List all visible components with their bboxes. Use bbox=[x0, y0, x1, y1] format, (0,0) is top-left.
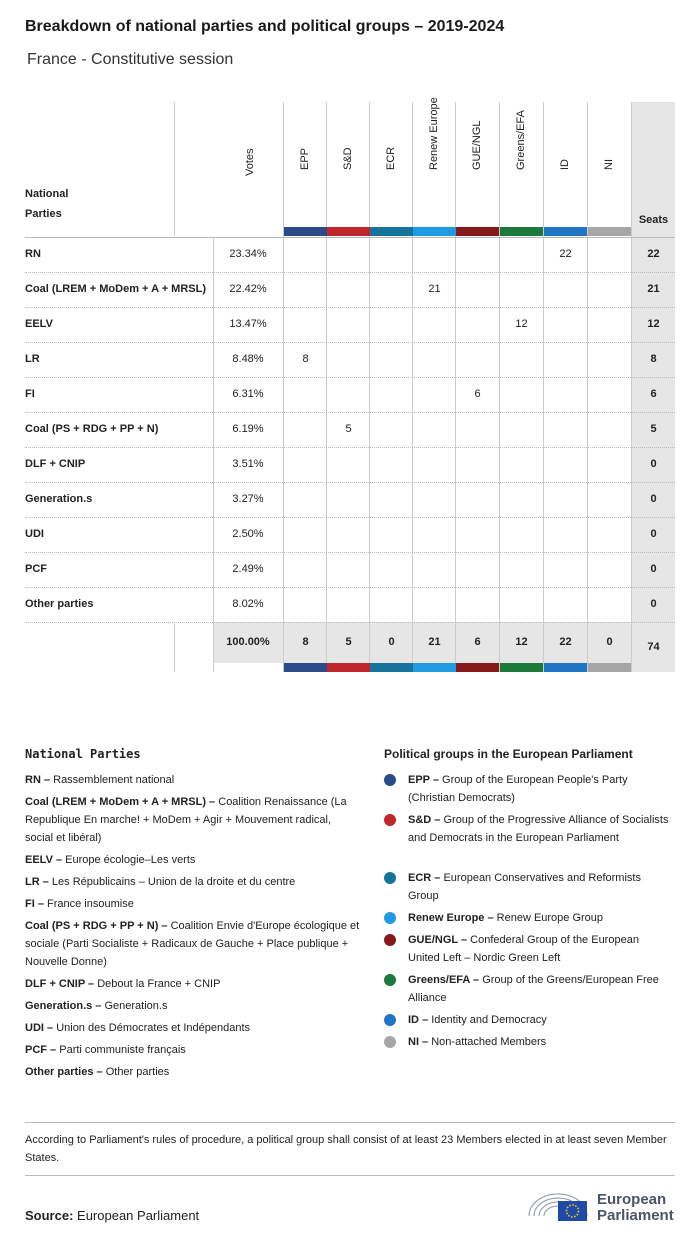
legend-party-name: Rassemblement national bbox=[53, 774, 175, 786]
legend-group-abbr: Renew Europe – bbox=[408, 912, 497, 924]
group-color-bar bbox=[370, 663, 413, 672]
legend-party-item bbox=[25, 771, 360, 789]
grid-line bbox=[25, 552, 675, 553]
legend-party-abbr: UDI – bbox=[25, 1022, 57, 1034]
legend-group-name: Group of the Greens/European Free Alliance bbox=[408, 974, 659, 1004]
party-name: Coal (PS + RDG + PP + N) bbox=[25, 423, 159, 435]
legend-party-name: Other parties bbox=[105, 1066, 170, 1078]
legend-party-item bbox=[25, 895, 360, 913]
grid-line bbox=[25, 447, 675, 448]
legend-party-abbr: EELV – bbox=[25, 854, 66, 866]
total-group-seats: 5 bbox=[345, 636, 352, 648]
header-parties: Parties bbox=[25, 208, 62, 220]
grid-line bbox=[25, 272, 675, 273]
party-name: UDI bbox=[25, 528, 44, 540]
legend-group-name: Non-attached Members bbox=[431, 1036, 547, 1048]
legend-group-abbr: ID – bbox=[408, 1014, 432, 1026]
party-total-seats: 0 bbox=[650, 528, 657, 540]
party-total-seats: 12 bbox=[647, 318, 660, 330]
header-national: National bbox=[25, 188, 69, 200]
legend-party-name: Les Républicains – Union de la droite et du centre bbox=[51, 876, 296, 888]
group-color-dot-icon bbox=[384, 1014, 396, 1026]
legend-group-item bbox=[408, 771, 670, 807]
party-name: PCF bbox=[25, 563, 47, 575]
group-color-bar bbox=[588, 227, 631, 236]
group-color-bar bbox=[544, 663, 587, 672]
party-votes: 3.51% bbox=[232, 458, 264, 470]
source-line bbox=[25, 1208, 199, 1223]
party-name: RN bbox=[25, 248, 41, 260]
total-group-seats: 12 bbox=[515, 636, 528, 648]
page-title: Breakdown of national parties and political groups – 2019-2024 bbox=[25, 18, 505, 35]
group-color-bar bbox=[500, 663, 543, 672]
legend-party-name: Coalition Renaissance (La Republique En marche! + MoDem + Agir + Mouvement radical, social et libéral) bbox=[25, 796, 347, 844]
party-votes: 23.34% bbox=[229, 248, 267, 260]
party-total-seats: 21 bbox=[647, 283, 660, 295]
party-votes: 6.19% bbox=[232, 423, 264, 435]
group-color-dot-icon bbox=[384, 872, 396, 884]
legend-party-abbr: RN – bbox=[25, 774, 54, 786]
legend-group-item bbox=[408, 869, 670, 905]
legend-group-item bbox=[408, 931, 670, 967]
logo-line-1: European bbox=[597, 1191, 667, 1208]
party-group-seats: 5 bbox=[345, 423, 352, 435]
legend-party-item bbox=[25, 975, 360, 993]
group-color-bar bbox=[456, 663, 499, 672]
legend-party-item bbox=[25, 1041, 360, 1059]
grid-line bbox=[25, 342, 675, 343]
legend-group-abbr: Greens/EFA – bbox=[408, 974, 483, 986]
source-value: European Parliament bbox=[77, 1208, 200, 1223]
party-total-seats: 5 bbox=[650, 423, 657, 435]
legend-group-item bbox=[408, 909, 670, 927]
group-color-bar bbox=[544, 227, 587, 236]
legend-party-name: France insoumise bbox=[47, 898, 134, 910]
total-group-seats: 8 bbox=[302, 636, 309, 648]
party-votes: 8.48% bbox=[232, 353, 264, 365]
party-votes: 3.27% bbox=[232, 493, 264, 505]
party-votes: 22.42% bbox=[229, 283, 267, 295]
total-votes: 100.00% bbox=[226, 636, 270, 648]
party-total-seats: 8 bbox=[650, 353, 657, 365]
group-color-bar bbox=[413, 227, 456, 236]
legend-group-item bbox=[408, 971, 670, 1007]
grid-line bbox=[25, 377, 675, 378]
party-votes: 2.50% bbox=[232, 528, 264, 540]
total-group-seats: 0 bbox=[388, 636, 395, 648]
party-total-seats: 0 bbox=[650, 458, 657, 470]
party-name: Generation.s bbox=[25, 493, 93, 505]
party-group-seats: 22 bbox=[559, 248, 572, 260]
legend-group-name: Identity and Democracy bbox=[431, 1014, 547, 1026]
legend-party-name: Union des Démocrates et Indépendants bbox=[56, 1022, 251, 1034]
legend-group-abbr: NI – bbox=[408, 1036, 432, 1048]
legend-party-abbr: Coal (PS + RDG + PP + N) – bbox=[25, 920, 171, 932]
party-total-seats: 6 bbox=[650, 388, 657, 400]
legend-group-item bbox=[408, 1011, 670, 1029]
party-group-seats: 12 bbox=[515, 318, 528, 330]
party-total-seats: 0 bbox=[650, 598, 657, 610]
group-color-bar bbox=[456, 227, 499, 236]
legend-group-abbr: GUE/NGL – bbox=[408, 934, 471, 946]
parliament-logo-icon bbox=[525, 1186, 591, 1222]
legend-group-name: Group of the European People's Party (Christian Democrats) bbox=[408, 774, 628, 804]
legend-party-item bbox=[25, 917, 360, 971]
legend-party-abbr: Other parties – bbox=[25, 1066, 106, 1078]
legend-group-item bbox=[408, 811, 670, 847]
grid-line bbox=[25, 237, 675, 238]
header-votes: Votes bbox=[244, 148, 256, 176]
group-color-bar bbox=[284, 227, 327, 236]
party-name: FI bbox=[25, 388, 35, 400]
party-group-seats: 6 bbox=[474, 388, 481, 400]
legend-group-name: Confederal Group of the European United Left – Nordic Green Left bbox=[408, 934, 639, 964]
party-name: LR bbox=[25, 353, 40, 365]
legend-party-item bbox=[25, 793, 360, 847]
legend-party-abbr: DLF + CNIP – bbox=[25, 978, 98, 990]
header-group-4: GUE/NGL bbox=[470, 120, 483, 170]
group-color-dot-icon bbox=[384, 912, 396, 924]
legend-party-name: Debout la France + CNIP bbox=[97, 978, 221, 990]
legend-party-abbr: Generation.s – bbox=[25, 1000, 105, 1012]
party-name: Coal (LREM + MoDem + A + MRSL) bbox=[25, 283, 207, 295]
header-group-2: ECR bbox=[384, 146, 397, 170]
header-group-0: EPP bbox=[298, 147, 311, 170]
legend-party-name: Europe écologie–Les verts bbox=[65, 854, 196, 866]
party-votes: 6.31% bbox=[232, 388, 264, 400]
party-group-seats: 21 bbox=[428, 283, 441, 295]
group-color-bar bbox=[413, 663, 456, 672]
party-name: Other parties bbox=[25, 598, 94, 610]
party-name: EELV bbox=[25, 318, 53, 330]
party-votes: 13.47% bbox=[229, 318, 267, 330]
group-color-dot-icon bbox=[384, 774, 396, 786]
divider bbox=[25, 1122, 675, 1123]
legend-party-item bbox=[25, 1019, 360, 1037]
legend-group-abbr: S&D – bbox=[408, 814, 444, 826]
party-name: DLF + CNIP bbox=[25, 458, 86, 470]
group-color-bar bbox=[588, 663, 631, 672]
grid-line bbox=[25, 587, 675, 588]
grid-line bbox=[25, 412, 675, 413]
legend-group-item bbox=[408, 1033, 670, 1051]
legend-party-name: Parti communiste français bbox=[59, 1044, 186, 1056]
group-color-bar bbox=[284, 663, 327, 672]
legend-group-abbr: ECR – bbox=[408, 872, 444, 884]
group-color-dot-icon bbox=[384, 934, 396, 946]
legend-party-item bbox=[25, 851, 360, 869]
party-group-seats: 8 bbox=[302, 353, 309, 365]
grid-line bbox=[25, 517, 675, 518]
group-color-dot-icon bbox=[384, 974, 396, 986]
header-group-7: NI bbox=[602, 159, 615, 170]
rules-note: According to Parliament's rules of procedure, a political group shall consist of at least 23 Members elected in at least seven Member States. bbox=[25, 1134, 667, 1164]
party-votes: 2.49% bbox=[232, 563, 264, 575]
total-group-seats: 6 bbox=[474, 636, 481, 648]
page-subtitle: France - Constitutive session bbox=[27, 51, 234, 68]
logo-text bbox=[597, 1192, 674, 1224]
legend-party-name: Coalition Envie d'Europe écologique et sociale (Parti Socialiste + Radicaux de Gauche + Place publique + Nouvelle Donne) bbox=[25, 920, 360, 968]
legend-groups-title: Political groups in the European Parliament bbox=[384, 747, 633, 761]
header-seats: Seats bbox=[638, 214, 669, 226]
legend-group-name: Group of the Progressive Alliance of Socialists and Democrats in the European Parliament bbox=[408, 814, 669, 844]
group-color-bar bbox=[370, 227, 413, 236]
legend-party-name: Generation.s bbox=[104, 1000, 168, 1012]
grid-line bbox=[25, 307, 675, 308]
grid-line bbox=[25, 622, 675, 623]
group-color-bar bbox=[327, 663, 370, 672]
header-group-6: ID bbox=[558, 159, 571, 170]
header-group-3: Renew Europe bbox=[427, 97, 440, 170]
source-label: Source: bbox=[25, 1208, 74, 1223]
party-total-seats: 0 bbox=[650, 493, 657, 505]
legend-parties-title: National Parties bbox=[25, 747, 141, 761]
logo-line-2: Parliament bbox=[597, 1207, 674, 1224]
group-color-dot-icon bbox=[384, 814, 396, 826]
legend-party-abbr: LR – bbox=[25, 876, 52, 888]
legend-party-item bbox=[25, 997, 360, 1015]
grid-line bbox=[174, 622, 175, 672]
group-color-bar bbox=[500, 227, 543, 236]
group-color-dot-icon bbox=[384, 1036, 396, 1048]
total-group-seats: 21 bbox=[428, 636, 441, 648]
legend-party-abbr: PCF – bbox=[25, 1044, 60, 1056]
legend-party-item bbox=[25, 873, 360, 891]
legend-party-abbr: Coal (LREM + MoDem + A + MRSL) – bbox=[25, 796, 219, 808]
party-total-seats: 0 bbox=[650, 563, 657, 575]
header-group-1: S&D bbox=[341, 147, 354, 170]
legend-group-name: European Conservatives and Reformists Group bbox=[408, 872, 641, 902]
group-color-bar bbox=[327, 227, 370, 236]
total-group-seats: 22 bbox=[559, 636, 572, 648]
grid-line bbox=[25, 482, 675, 483]
header-group-5: Greens/EFA bbox=[514, 110, 527, 170]
total-group-seats: 0 bbox=[606, 636, 613, 648]
party-total-seats: 22 bbox=[647, 248, 660, 260]
total-seats: 74 bbox=[647, 641, 660, 653]
legend-party-abbr: FI – bbox=[25, 898, 48, 910]
legend-party-item bbox=[25, 1063, 360, 1081]
divider bbox=[25, 1175, 675, 1176]
grid-line bbox=[174, 102, 175, 236]
party-votes: 8.02% bbox=[232, 598, 264, 610]
legend-group-name: Renew Europe Group bbox=[496, 912, 604, 924]
legend-group-abbr: EPP – bbox=[408, 774, 443, 786]
